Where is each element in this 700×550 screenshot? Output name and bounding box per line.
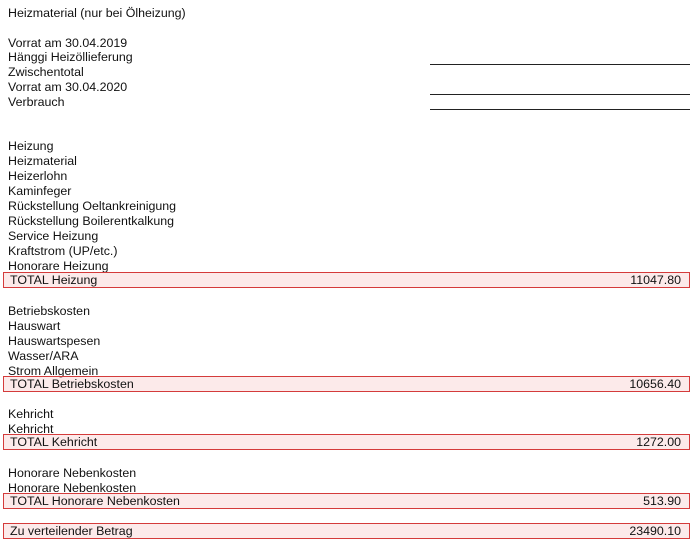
subtotal-rule — [430, 64, 690, 65]
total-heizung-row: TOTAL Heizung 11047.80 — [3, 272, 690, 288]
grand-total-row: Zu verteilender Betrag 23490.10 — [3, 523, 690, 539]
subtotal-rule — [430, 94, 690, 95]
total-honorare-row: TOTAL Honorare Nebenkosten 513.90 — [3, 493, 690, 509]
total-rule — [430, 109, 690, 110]
total-betriebskosten-row: TOTAL Betriebskosten 10656.40 — [3, 376, 690, 392]
total-kehricht-row: TOTAL Kehricht 1272.00 — [3, 434, 690, 450]
